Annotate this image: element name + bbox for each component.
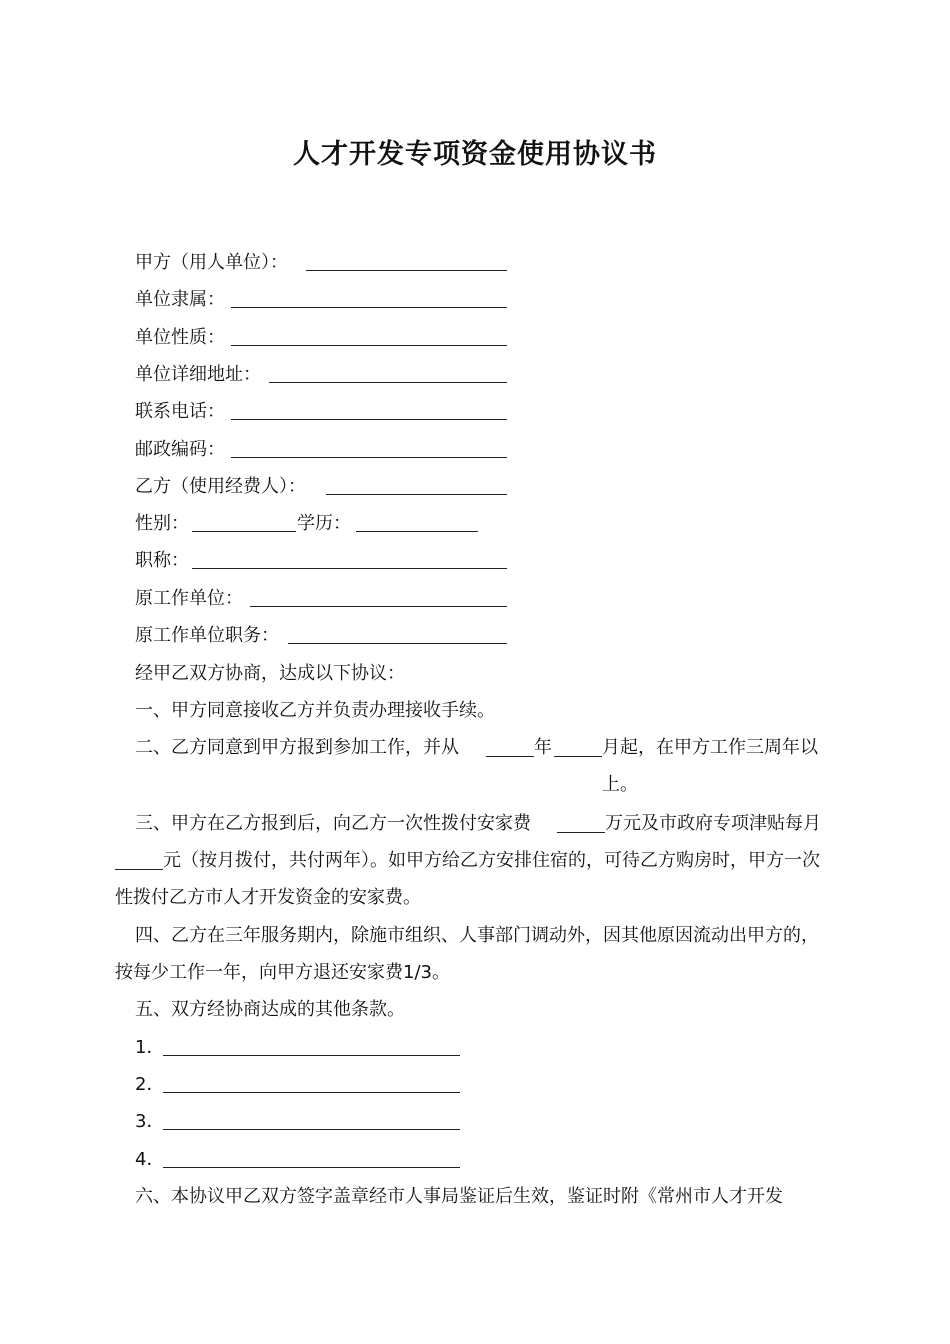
phone-line [115,393,835,430]
party-a-blank[interactable] [306,269,507,271]
former-position-blank[interactable] [288,642,507,644]
clause-5-text: 五、双方经协商达成的其他条款。 [135,999,405,1020]
clause-2-text-b-wrap [602,729,837,803]
postcode-blank[interactable] [231,456,507,458]
job-title-blank[interactable] [192,567,507,569]
clause-3-text-c-wrap [115,842,835,916]
clause-1-text: 一、甲方同意接收乙方并负责办理接收手续。 [135,700,495,721]
item-2-blank[interactable] [163,1091,460,1093]
item-3-number: 3． [135,1111,165,1132]
clause-3-text-c: 元（按月拨付，共付两年）。如甲方给乙方安排住宿的，可待乙方购房时，甲方一次性拨付乙方市人才开发资金的安家费。 [115,850,820,908]
gender-education-line [115,505,835,542]
item-4-blank[interactable] [163,1166,460,1168]
clause-3-text-b: 万元及市政府专项津贴每月 [605,813,821,834]
party-b-blank[interactable] [326,493,507,495]
clause-4 [115,917,835,991]
address-line [115,356,835,393]
former-position-label: 原工作单位职务： [135,625,279,646]
item-4-number: 4． [135,1149,165,1170]
former-unit-line [115,580,835,617]
former-position-line [115,617,835,654]
clause-1 [115,692,835,729]
job-title-line [115,542,835,579]
item-4-line [115,1141,835,1178]
education-blank[interactable] [356,530,478,532]
former-unit-label: 原工作单位： [135,588,243,609]
item-1-number: 1． [135,1037,165,1058]
clause-2-year-wrap [534,729,564,766]
intro-text: 经甲乙双方协商，达成以下协议： [135,663,405,684]
nature-label: 单位性质： [135,327,225,348]
clause-5 [115,991,835,1028]
clause-2-month-blank[interactable] [554,755,602,757]
job-title-label: 职称： [135,550,189,571]
clause-6-text: 六、本协议甲乙双方签字盖章经市人事局鉴证后生效，鉴证时附《常州市人才开发 [135,1186,783,1207]
party-b-line [115,468,835,505]
nature-line [115,319,835,356]
affiliation-line [115,281,835,318]
education-wrap [297,505,377,542]
clause-2-text-a: 二、乙方同意到甲方报到参加工作，并从 [135,737,459,758]
clause-2-text-b: 月起，在甲方工作三周年以上。 [602,737,818,795]
clause-3-text-a: 三、甲方在乙方报到后，向乙方一次性拨付安家费 [135,813,531,834]
intro-line [115,655,835,692]
item-2-number: 2． [135,1074,165,1095]
nature-blank[interactable] [231,344,507,346]
clause-6 [115,1178,835,1215]
postcode-label: 邮政编码： [135,439,225,460]
clause-4-text: 四、乙方在三年服务期内，除施市组织、人事部门调动外，因其他原因流动出甲方的，按每少工作一年，向甲方退还安家费1/3。 [115,925,819,983]
clause-2-year: 年 [534,737,552,758]
item-1-blank[interactable] [163,1054,460,1056]
address-label: 单位详细地址： [135,364,261,385]
education-label: 学历： [297,513,351,534]
phone-blank[interactable] [231,418,507,420]
address-blank[interactable] [269,381,507,383]
gender-blank[interactable] [192,530,296,532]
clause-2-year-blank[interactable] [486,755,534,757]
item-1-line [115,1029,835,1066]
party-a-label: 甲方（用人单位）： [135,252,288,273]
clause-3-amount-blank[interactable] [557,831,605,833]
phone-label: 联系电话： [135,401,225,422]
affiliation-blank[interactable] [231,306,507,308]
affiliation-label: 单位隶属： [135,289,225,310]
gender-label: 性别： [135,513,189,534]
item-3-blank[interactable] [163,1128,460,1130]
document-title: 人才开发专项资金使用协议书 [293,139,657,170]
item-2-line [115,1066,835,1103]
party-a-line [115,244,835,281]
party-b-label: 乙方（使用经费人）： [135,476,306,497]
item-3-line [115,1103,835,1140]
postcode-line [115,431,835,468]
former-unit-blank[interactable] [250,605,507,607]
clause-3-text-b-wrap [605,805,837,842]
